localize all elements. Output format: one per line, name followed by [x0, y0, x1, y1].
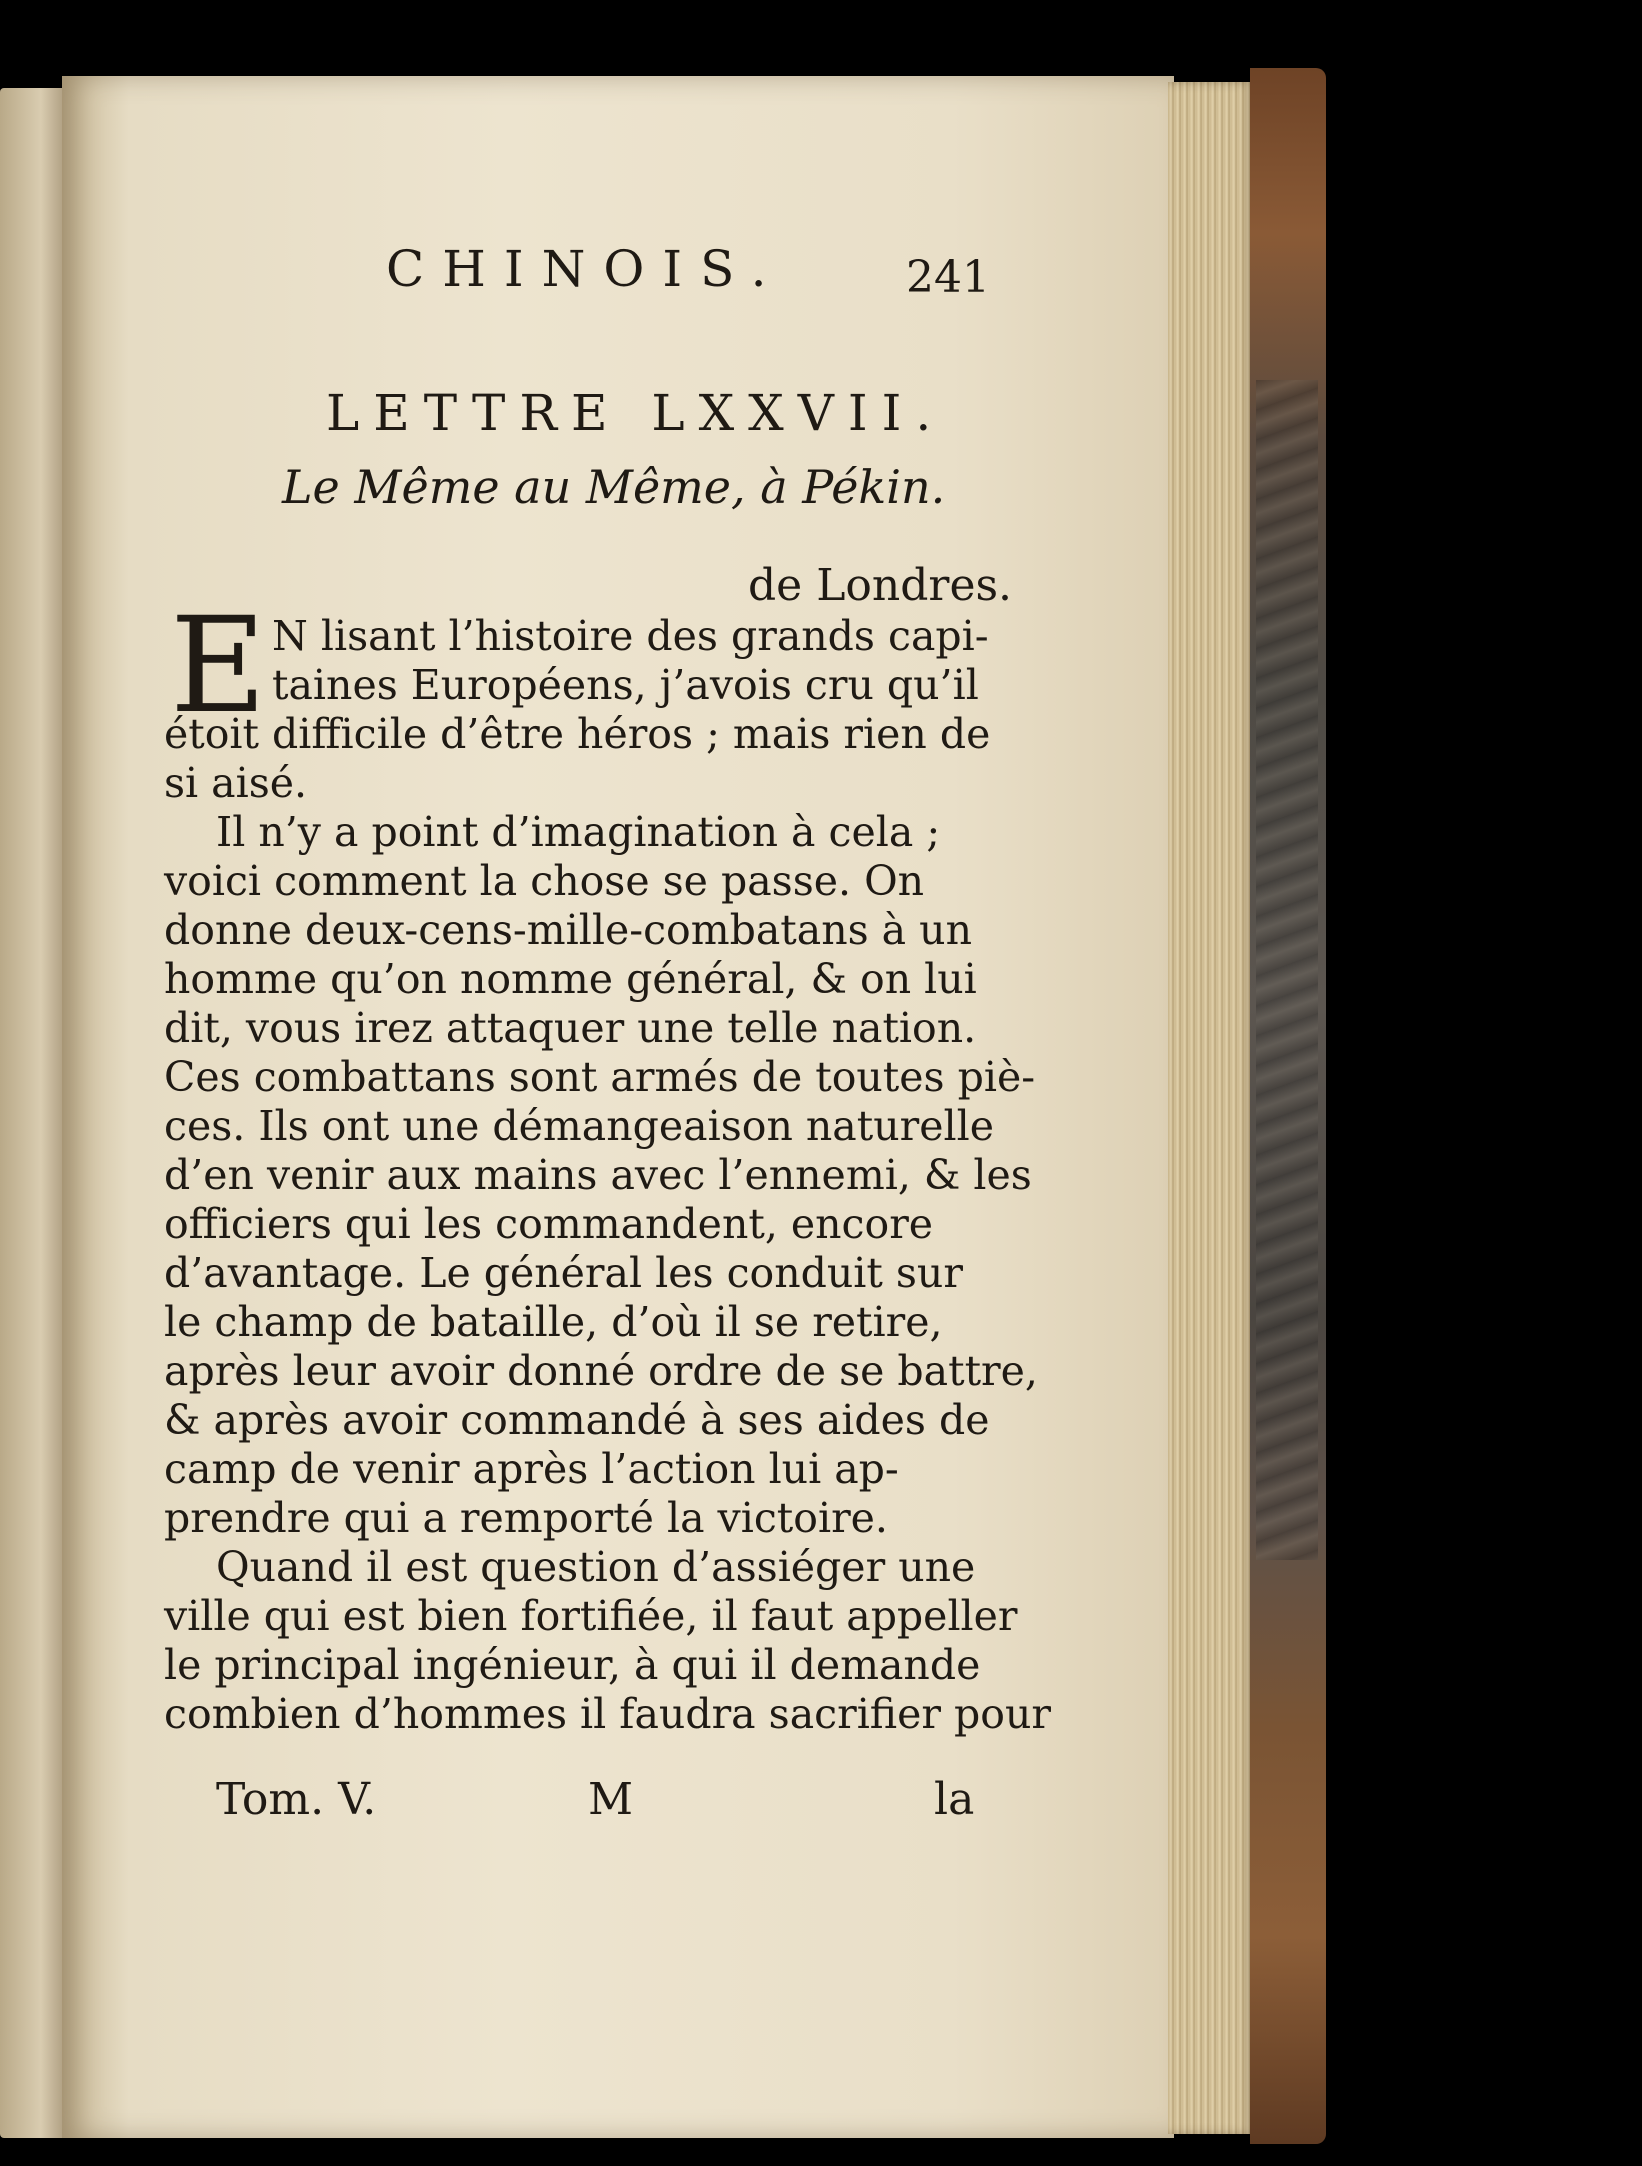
body-line: si aisé.: [164, 759, 308, 807]
body-line: Quand il est question d’assiéger une: [216, 1543, 976, 1591]
body-line: camp de venir après l’action lui ap-: [164, 1445, 899, 1493]
body-line: officiers qui les commandent, encore: [164, 1200, 934, 1248]
body-line: combien d’hommes il faudra sacrifier pour: [164, 1690, 1051, 1738]
page-number: 241: [906, 252, 990, 303]
marbled-cover: [1256, 380, 1318, 1560]
running-head: CHINOIS.: [386, 240, 785, 298]
body-line: taines Européens, j’avois cru qu’il: [272, 661, 979, 709]
letter-place: de Londres.: [748, 560, 1013, 611]
body-line: Ces combattans sont armés de toutes piè-: [164, 1053, 1036, 1101]
letter-subtitle: Le Même au Même, à Pékin.: [282, 460, 946, 514]
body-line: ces. Ils ont une démangeaison naturelle: [164, 1102, 994, 1150]
body-line: dit, vous irez attaquer une telle nation.: [164, 1004, 977, 1052]
body-line: ville qui est bien fortifiée, il faut appeller: [164, 1592, 1018, 1640]
body-line: d’en venir aux mains avec l’ennemi, & les: [164, 1151, 1032, 1199]
body-line: étoit difficile d’être héros ; mais rien de: [164, 710, 991, 758]
body-line: prendre qui a remporté la victoire.: [164, 1494, 888, 1542]
body-line: voici comment la chose se passe. On: [164, 857, 925, 905]
body-line: après leur avoir donné ordre de se battre,: [164, 1347, 1038, 1395]
drop-cap: E: [170, 589, 267, 743]
body-line: Il n’y a point d’imagination à cela ;: [216, 808, 941, 856]
body-line: donne deux-cens-mille-combatans à un: [164, 906, 972, 954]
catchword: la: [934, 1774, 975, 1825]
body-line: & après avoir commandé à ses aides de: [164, 1396, 990, 1444]
volume-mark: Tom. V.: [216, 1774, 377, 1825]
signature-mark: M: [588, 1774, 634, 1825]
page-block-edges: [1168, 82, 1254, 2134]
body-line: le champ de bataille, d’où il se retire,: [164, 1298, 943, 1346]
body-line: d’avantage. Le général les conduit sur: [164, 1249, 963, 1297]
body-line: N lisant l’histoire des grands capi-: [272, 612, 989, 660]
letter-title: LETTRE LXXVII.: [326, 384, 946, 442]
facing-page-edge: [0, 88, 68, 2138]
body-line: le principal ingénieur, à qui il demande: [164, 1641, 981, 1689]
body-line: homme qu’on nomme général, & on lui: [164, 955, 977, 1003]
